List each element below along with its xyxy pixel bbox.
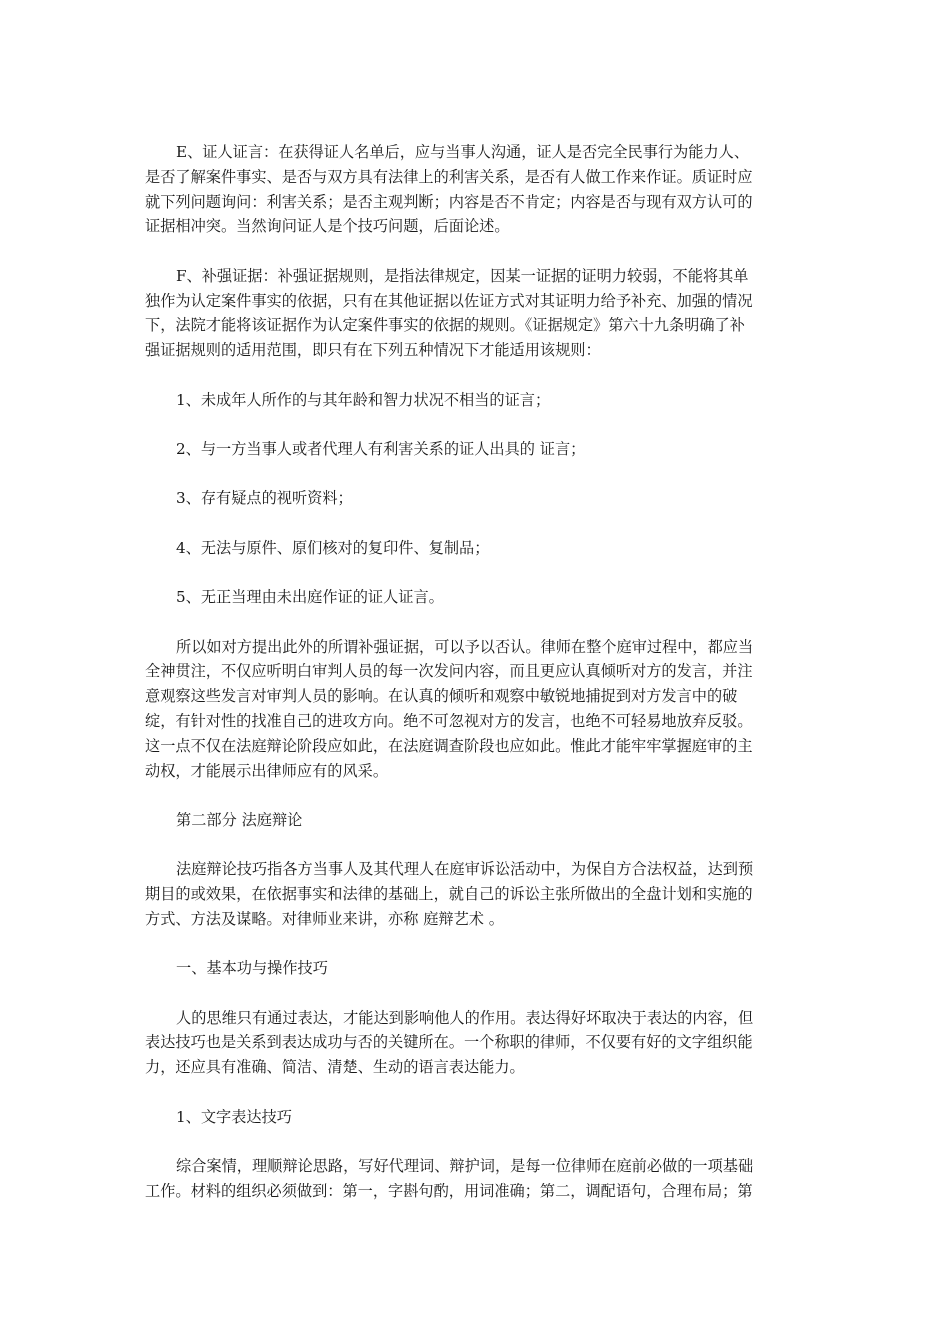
text-line: 就下列问题询问：利害关系；是否主观判断；内容是否不肯定；内容是否与现有双方认可的 — [145, 192, 753, 211]
text-line: 法庭辩论技巧指各方当事人及其代理人在庭审诉讼活动中，为保自方合法权益，达到预 — [176, 860, 754, 879]
text-line: 独作为认定案件事实的依据，只有在其他证据以佐证方式对其证明力给予补充、加强的情况 — [145, 291, 753, 310]
text-line: 下，法院才能将该证据作为认定案件事实的依据的规则。《证据规定》第六十九条明确了补 — [145, 316, 745, 335]
text-line: 是否了解案件事实、是否与双方具有法律上的利害关系，是否有人做工作来作证。质证时应 — [145, 167, 753, 186]
text-line: E、证人证言：在获得证人名单后，应与当事人沟通，证人是否完全民事行为能力人、 — [176, 143, 750, 161]
text-line: 绽，有针对性的找准自己的进攻方向。绝不可忽视对方的发言，也绝不可轻易地放弃反驳。 — [145, 711, 753, 730]
list-item-2: 2、与一方当事人或者代理人有利害关系的证人出具的 证言； — [176, 439, 586, 458]
text-line: 证据相冲突。当然询问证人是个技巧问题，后面论述。 — [145, 217, 510, 236]
list-item-4: 4、无法与原件、原们核对的复印件、复制品； — [176, 538, 490, 557]
text-line: 人的思维只有通过表达，才能达到影响他人的作用。表达得好坏取决于表达的内容，但 — [176, 1008, 754, 1027]
text-line: 力，还应具有准确、简洁、清楚、生动的语言表达能力。 — [145, 1058, 525, 1077]
list-item-3: 3、存有疑点的视听资料； — [176, 489, 353, 508]
section-heading-part-two: 第二部分 法庭辩论 — [176, 810, 303, 829]
text-line: 动权，才能展示出律师应有的风采。 — [145, 761, 388, 780]
paragraph-corroborating-evidence — [145, 264, 810, 363]
text-line: 全神贯注，不仅应听明白审判人员的每一次发问内容，而且更应认真倾听对方的发言，并注 — [145, 662, 753, 681]
text-line: 所以如对方提出此外的所谓补强证据，可以予以否认。律师在整个庭审过程中，都应当 — [176, 637, 754, 656]
text-line: 意观察这些发言对审判人员的影响。在认真的倾听和观察中敏锐地捕捉到对方发言中的破 — [145, 687, 738, 706]
text-line: 期目的或效果，在依据事实和法律的基础上，就自己的诉讼主张所做出的全盘计划和实施的 — [145, 885, 753, 904]
paragraph-listening — [145, 635, 810, 784]
subsection-heading-writing-skills: 1、文字表达技巧 — [176, 1107, 292, 1126]
paragraph-court-debate — [145, 857, 810, 931]
paragraph-witness-testimony — [145, 140, 810, 239]
text-line: 表达技巧也是关系到表达成功与否的关键所在。一个称职的律师，不仅要有好的文字组织能 — [145, 1033, 753, 1052]
text-line: 强证据规则的适用范围，即只有在下列五种情况下才能适用该规则： — [145, 341, 601, 360]
list-item-1: 1、未成年人所作的与其年龄和智力状况不相当的证言； — [176, 390, 551, 409]
document-page — [145, 140, 810, 1228]
paragraph-expression — [145, 1006, 810, 1080]
text-line: 综合案情，理顺辩论思路，写好代理词、辩护词，是每一位律师在庭前必做的一项基础 — [176, 1157, 754, 1176]
text-line: 方式、方法及谋略。对律师业来讲，亦称 庭辩艺术 。 — [145, 909, 504, 928]
list-item-5: 5、无正当理由未出庭作证的证人证言。 — [176, 588, 444, 607]
subsection-heading-basic-skills: 一、基本功与操作技巧 — [176, 959, 328, 978]
text-line: 这一点不仅在法庭辩论阶段应如此，在法庭调查阶段也应如此。惟此才能牢牢掌握庭审的主 — [145, 736, 753, 755]
paragraph-writing — [145, 1154, 810, 1204]
text-line: F、补强证据：补强证据规则，是指法律规定，因某一证据的证明力较弱，不能将其单 — [176, 266, 749, 285]
text-line: 工作。材料的组织必须做到：第一，字斟句酌，用词准确；第二，调配语句，合理布局；第 — [145, 1181, 753, 1200]
